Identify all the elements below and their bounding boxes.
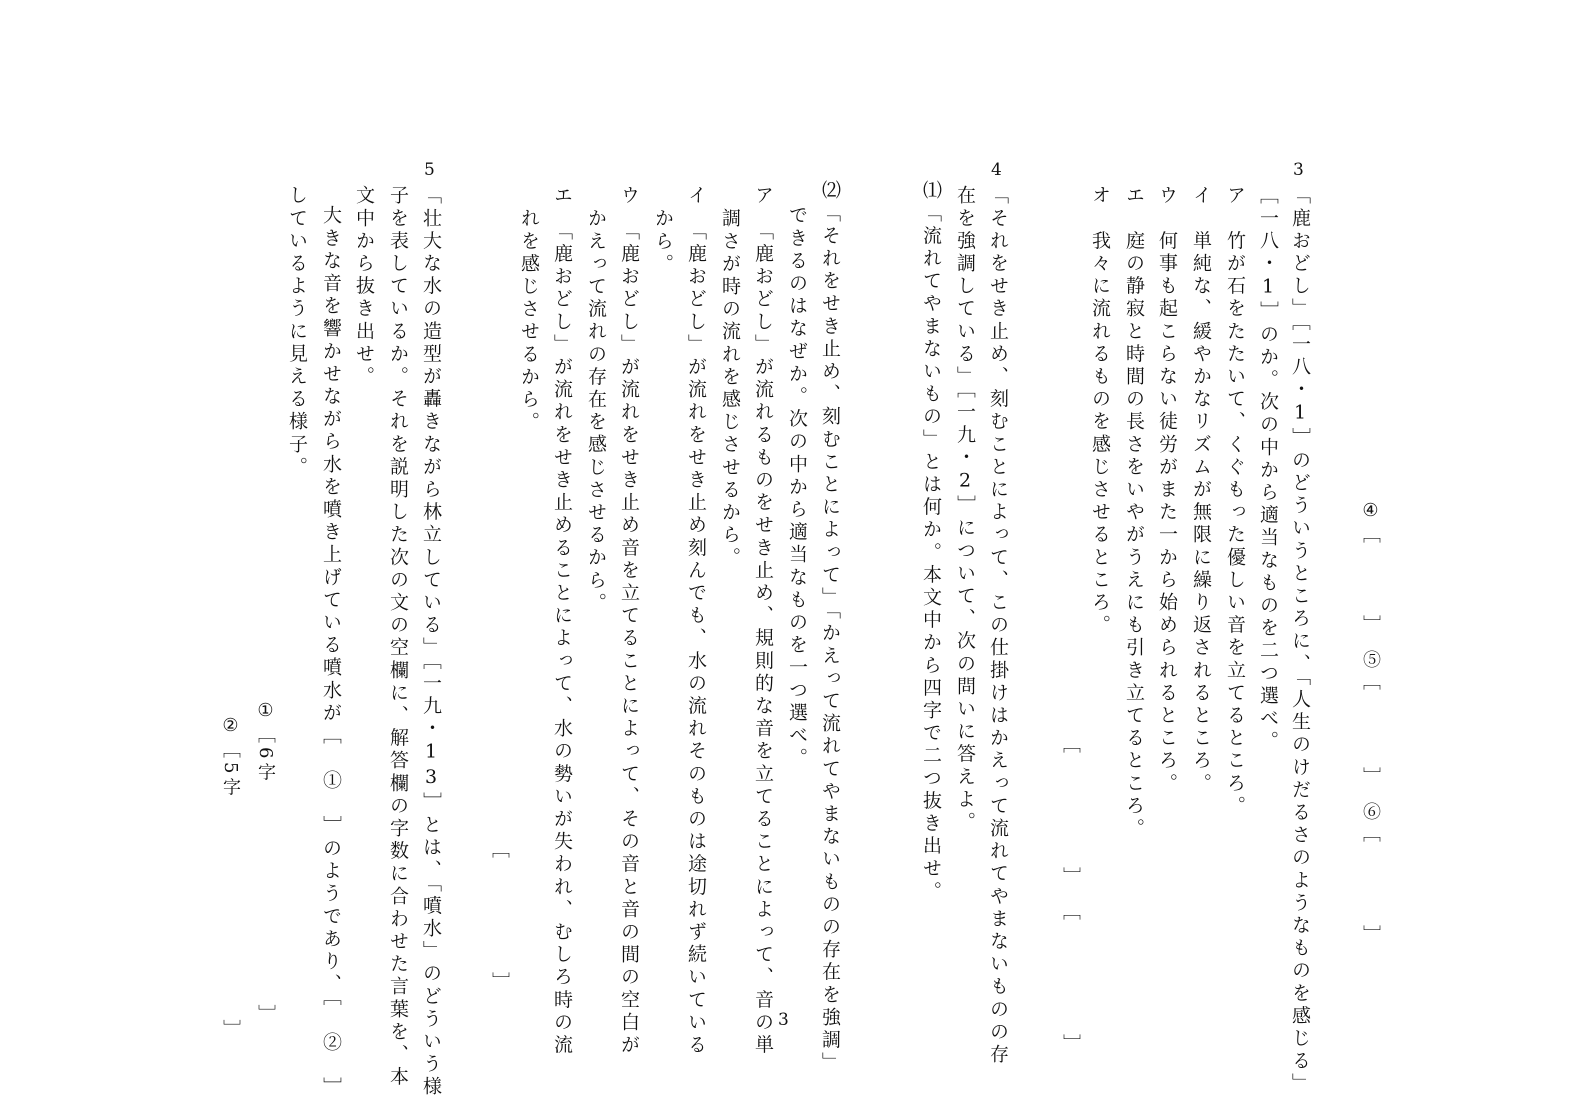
answer-item-6: ］ ⑥［ <box>1360 767 1381 846</box>
answer-item-4: ④［ <box>1360 500 1381 547</box>
q4-choice-u-line1: ウ 「鹿おどし」が流れをせき止め音を立てることによって、その音と音の間の空白が <box>618 185 640 1057</box>
q3-choice-e: エ 庭の静寂と時間の長さをいやがうえにも引き立てるところ。 <box>1123 185 1145 841</box>
q3-answer-box: ［ ］［ ］ <box>1060 735 1081 1078</box>
q4-choice-i-line2: から。 <box>652 208 674 276</box>
q3-choice-o: オ 我々に流れるものを感じさせるところ。 <box>1089 185 1111 638</box>
answer-item-5: ］ ⑤［ <box>1360 615 1381 694</box>
q4-choice-a-line2: 調さが時の流れを感じさせるから。 <box>719 208 741 570</box>
q3-choice-u: ウ 何事も起こらない徒労がまた一から始められるところ。 <box>1156 185 1178 796</box>
question-3-stem-line2: ［一八・1］のか。次の中から適当なものを二つ選べ。 <box>1257 185 1279 753</box>
q4-choice-u-line2: かえって流れの存在を感じさせるから。 <box>585 208 607 615</box>
question-3-stem-line1: 「鹿おどし」［一八・1］のどういうところに、「人生のけだるさのようなものを感じる」 <box>1289 185 1311 1096</box>
q4-choice-e-line1: エ 「鹿おどし」が流れをせき止めることによって、水の勢いが失われ、むしろ時の流 <box>551 185 573 1057</box>
q4-sub2-answer-box: ［ ］ <box>489 840 510 1016</box>
question-3-number: 3 <box>1293 160 1304 180</box>
q4-sub2-line1: ⑵「それをせき止め、刻むことによって」「かえって流れてやまないものの存在を強調」 <box>819 180 841 1075</box>
q4-choice-e-line2: れを感じさせるから。 <box>518 208 540 434</box>
q5-answer-1: ①［6字 ］ <box>255 700 276 1027</box>
page-number: 3 <box>778 1010 789 1030</box>
q4-sub2-line2: できるのはなぜか。次の中から適当なものを一つ選べ。 <box>786 205 808 770</box>
q5-answer-2: ②［5字 ］ <box>220 715 241 1042</box>
question-4-number: 4 <box>991 160 1002 180</box>
question-5-line2: 子を表しているか。それを説明した次の文の空欄に、解答欄の字数に合わせた言葉を、本 <box>387 185 409 1089</box>
q3-choice-i: イ 単純な、緩やかなリズムが無限に繰り返されるところ。 <box>1190 185 1212 796</box>
q3-choice-a: ア 竹が石をたたいて、くぐもった優しい音を立てるところ。 <box>1224 185 1246 818</box>
question-5-line3: 文中から抜き出せ。 <box>353 185 375 389</box>
question-4-stem-line1: 「それをせき止め、刻むことによって、この仕掛けはかえって流れてやまないものの存 <box>987 185 1009 1067</box>
q4-choice-a-line1: ア 「鹿おどし」が流れるものをせき止め、規則的な音を立てることによって、音の単 <box>752 185 774 1057</box>
q4-sub1: ⑴「流れてやまないもの」とは何か。本文中から四字で二つ抜き出せ。 <box>920 180 942 904</box>
question-4-stem-line2: 在を強調している」［一九・2］について、次の問いに答えよ。 <box>954 185 976 834</box>
question-5-line4: 大きな音を響かせながら水を噴き上げている噴水が［ ① ］のようであり、［ ② ］ <box>320 205 342 1100</box>
question-5-number: 5 <box>424 160 435 180</box>
q4-choice-i-line1: イ 「鹿おどし」が流れをせき止め刻んでも、水の流れそのものは途切れず続いている <box>685 185 707 1057</box>
question-5-line5: しているように見える様子。 <box>286 185 308 479</box>
answer-item-end: ］ <box>1360 925 1381 947</box>
question-5-line1: 「壮大な水の造型が轟きながら林立している」［一九・13］とは、「噴水」のどういう様 <box>420 185 442 1099</box>
